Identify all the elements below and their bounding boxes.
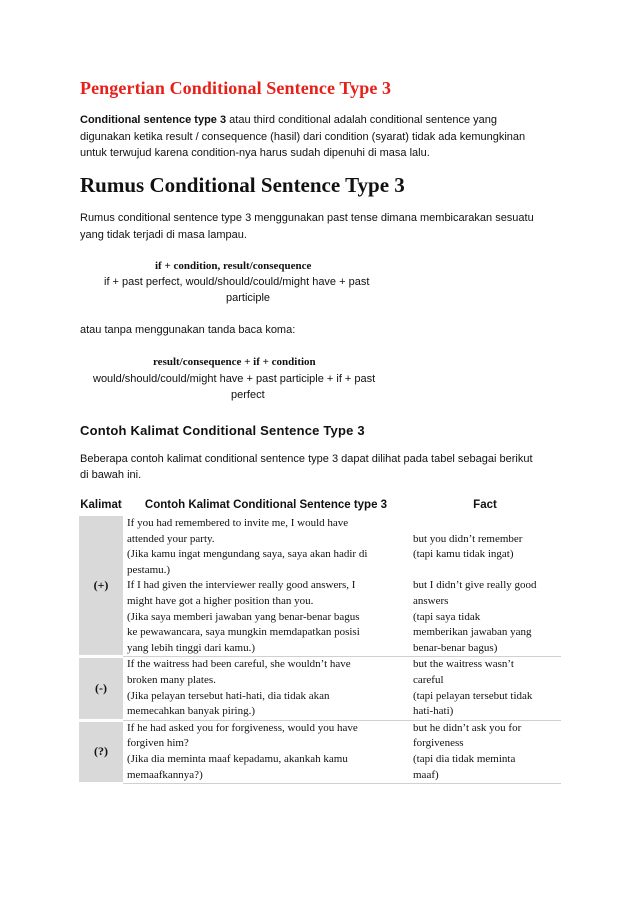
table-row: [79, 657, 561, 720]
kalimat-type-cell: (?): [79, 720, 123, 783]
contoh-line: (Jika saya memberi jawaban yang benar-benar bagus: [127, 610, 360, 623]
table-row: [79, 720, 561, 783]
contoh-line: memecahkan banyak piring.): [127, 705, 255, 718]
fact-line: answers: [413, 594, 449, 607]
fact-line: [413, 516, 559, 532]
fact-line: hati-hati): [413, 705, 454, 718]
fact-cell: [409, 516, 561, 657]
table-header-row: [79, 494, 561, 516]
fact-line: (tapi pelayan tersebut tidak: [413, 689, 533, 702]
header-fact: Fact: [473, 499, 497, 511]
contoh-line: (Jika pelayan tersebut hati-hati, dia tidak akan: [127, 689, 330, 702]
contoh-line: memaafkannya?): [127, 768, 203, 781]
fact-line: (tapi saya tidak: [413, 610, 481, 623]
kalimat-type-cell: (+): [79, 516, 123, 657]
definition-line-1-rest: atau third conditional adalah conditional sentence yang: [226, 114, 498, 126]
contoh-line: attended your party.: [127, 532, 215, 545]
contoh-line: (Jika kamu ingat mengundang saya, saya akan hadir di: [127, 548, 368, 561]
kalimat-type-cell: (-): [79, 657, 123, 720]
fact-line: benar-benar bagus): [413, 641, 498, 654]
section-title-pengertian: Pengertian Conditional Sentence Type 3: [80, 78, 392, 98]
fact-line: but you didn’t remember: [413, 532, 523, 545]
contoh-line: (Jika dia meminta maaf kepadamu, akankah kamu: [127, 752, 348, 765]
fact-line: but I didn’t give really good: [413, 579, 537, 592]
contoh-line: If I had given the interviewer really good answers, I: [127, 579, 356, 592]
fact-line: but he didn’t ask you for: [413, 721, 522, 734]
formula-1-line-2: participle: [226, 292, 271, 304]
contoh-line: If you had remembered to invite me, I would have: [127, 517, 349, 529]
fact-cell: [409, 657, 561, 720]
definition-line-1: [80, 112, 560, 129]
table-row: [79, 516, 561, 657]
section-title-rumus: Rumus Conditional Sentence Type 3: [80, 173, 405, 197]
fact-line: [413, 563, 559, 579]
fact-line: careful: [413, 673, 444, 686]
definition-line-3: untuk terwujud karena condition-nya harus sudah dipenuhi di masa lalu.: [80, 147, 430, 159]
contoh-line-2: di bawah ini.: [80, 469, 142, 481]
section-title-contoh: Contoh Kalimat Conditional Sentence Type 3: [80, 423, 365, 438]
definition-bold-term: Conditional sentence type 3: [80, 114, 227, 126]
contoh-cell: [123, 657, 409, 720]
fact-line: (tapi kamu tidak ingat): [413, 548, 514, 561]
rumus-line-1: Rumus conditional sentence type 3 menggunakan past tense dimana membicarakan sesuatu: [80, 212, 534, 224]
contoh-line: If he had asked you for forgiveness, would you have: [127, 721, 358, 734]
between-text: atau tanpa menggunakan tanda baca koma:: [80, 324, 296, 336]
fact-line: but the waitress wasn’t: [413, 658, 514, 671]
contoh-cell: [123, 516, 409, 657]
rumus-line-2: yang tidak terjadi di masa lampau.: [80, 228, 247, 241]
formula-1-heading: if + condition, result/consequence: [155, 260, 312, 272]
contoh-line: pestamu.): [127, 563, 171, 576]
contoh-line: ke pewawancara, saya mungkin memdapatkan posisi: [127, 626, 360, 639]
definition-paragraph: [80, 112, 560, 162]
contoh-line-1: Beberapa contoh kalimat conditional sentence type 3 dapat dilihat pada tabel sebagai berikut: [80, 453, 533, 465]
contoh-line: broken many plates.: [127, 673, 216, 686]
contoh-cell: [123, 720, 409, 783]
formula-2-line-1: would/should/could/might have + past participle + if + past: [93, 373, 376, 385]
contoh-line: might have got a higher position than you.: [127, 594, 314, 607]
definition-line-2: digunakan ketika result / consequence (hasil) dari condition (syarat) tidak ada kemungkinan: [80, 130, 526, 143]
header-contoh: Contoh Kalimat Conditional Sentence type 3: [144, 499, 388, 511]
contoh-paragraph: [80, 451, 560, 483]
contoh-line: If the waitress had been careful, she wouldn’t have: [127, 658, 351, 671]
header-kalimat: Kalimat: [80, 499, 122, 511]
formula-2-heading: result/consequence + if + condition: [153, 356, 316, 368]
fact-line: forgiveness: [413, 737, 464, 750]
fact-line: memberikan jawaban yang: [413, 626, 532, 639]
examples-table: [79, 494, 561, 785]
formula-1-line-1: if + past perfect, would/should/could/might have + past: [104, 276, 370, 288]
table-body: [79, 516, 561, 784]
fact-cell: [409, 720, 561, 783]
contoh-line: forgiven him?: [127, 737, 189, 750]
rumus-paragraph: [80, 210, 560, 243]
formula-2-line-2: perfect: [231, 389, 265, 401]
fact-line: (tapi dia tidak meminta: [413, 752, 516, 765]
fact-line: maaf): [413, 768, 439, 781]
contoh-line: yang lebih tinggi dari kamu.): [127, 641, 255, 654]
